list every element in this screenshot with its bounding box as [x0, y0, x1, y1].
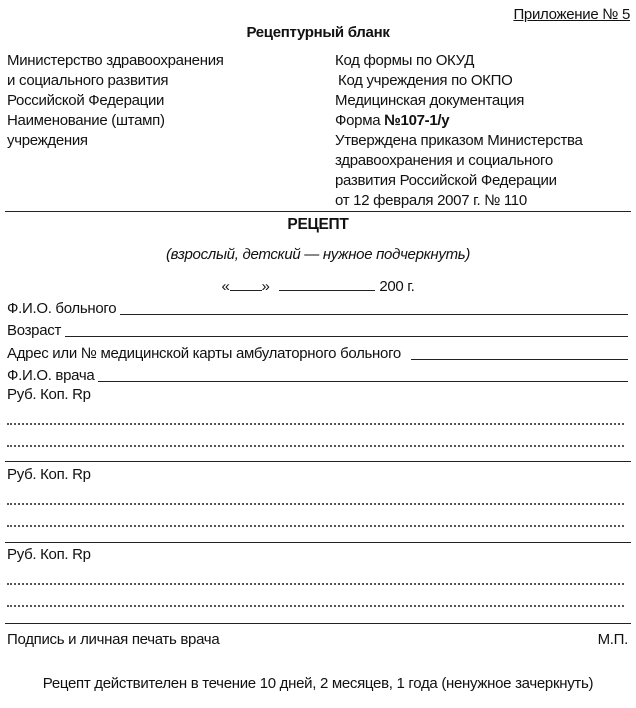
year-label: 200 г.	[379, 278, 415, 295]
okpo-code-label: Код учреждения по ОКПО	[338, 72, 513, 89]
okud-code-label: Код формы по ОКУД	[335, 52, 475, 69]
doctor-name-label: Ф.И.О. врача	[7, 367, 95, 384]
validity-note: Рецепт действителен в течение 10 дней, 2 месяцев, 1 года (ненужное зачеркнуть)	[42, 675, 594, 692]
approved-line: здравоохранения и социального	[335, 152, 553, 169]
form-title: Рецептурный бланк	[246, 24, 390, 41]
med-doc-label: Медицинская документация	[335, 92, 525, 109]
dotted-line[interactable]	[7, 525, 624, 527]
approved-line: Утверждена приказом Министерства	[335, 132, 583, 149]
seal-label: М.П.	[597, 631, 628, 648]
patient-name-label: Ф.И.О. больного	[7, 300, 117, 317]
form-codes-block	[335, 51, 583, 211]
recipe-title: РЕЦЕПТ	[287, 216, 349, 233]
date-open-quote: «	[221, 278, 230, 295]
form-number-line	[335, 111, 583, 131]
signature-label: Подпись и личная печать врача	[7, 631, 220, 648]
dotted-line[interactable]	[7, 503, 624, 505]
ministry-line: Министерство здравоохранения	[7, 52, 224, 69]
rp-label: Руб. Коп. Rp	[7, 546, 91, 563]
doctor-name-line[interactable]	[98, 381, 628, 382]
date-line	[0, 276, 636, 295]
rp-label: Руб. Коп. Rp	[7, 386, 91, 403]
age-label: Возраст	[7, 322, 62, 339]
ministry-block	[7, 51, 224, 151]
form-number: №107-1/у	[384, 112, 450, 129]
patient-name-field[interactable]	[7, 298, 628, 318]
ministry-line: Российской Федерации	[7, 92, 165, 109]
dotted-line[interactable]	[7, 583, 624, 585]
doctor-name-field[interactable]	[7, 365, 628, 385]
recipe-subtitle: (взрослый, детский — нужное подчеркнуть)	[165, 246, 471, 263]
approved-line: от 12 февраля 2007 г. № 110	[335, 192, 527, 209]
month-blank[interactable]	[279, 276, 375, 291]
divider	[5, 211, 631, 212]
divider	[5, 542, 631, 543]
address-label: Адрес или № медицинской карты амбулаторного больного	[7, 345, 401, 362]
address-line[interactable]	[411, 359, 628, 360]
approved-line: развития Российской Федерации	[335, 172, 557, 189]
divider	[5, 461, 631, 462]
divider	[5, 623, 631, 624]
dotted-line[interactable]	[7, 605, 624, 607]
rp-label: Руб. Коп. Rp	[7, 466, 91, 483]
dotted-line[interactable]	[7, 445, 624, 447]
day-blank[interactable]	[230, 276, 262, 291]
stamp-label-line: Наименование (штамп)	[7, 112, 165, 129]
appendix-label: Приложение № 5	[513, 6, 630, 23]
stamp-label-line: учреждения	[7, 132, 88, 149]
patient-name-line[interactable]	[120, 314, 628, 315]
date-close-quote: »	[261, 278, 270, 295]
age-line[interactable]	[65, 336, 628, 337]
dotted-line[interactable]	[7, 423, 624, 425]
ministry-line: и социального развития	[7, 72, 169, 89]
age-field[interactable]	[7, 320, 628, 340]
address-field[interactable]	[7, 343, 628, 363]
form-prefix: Форма	[335, 112, 385, 129]
